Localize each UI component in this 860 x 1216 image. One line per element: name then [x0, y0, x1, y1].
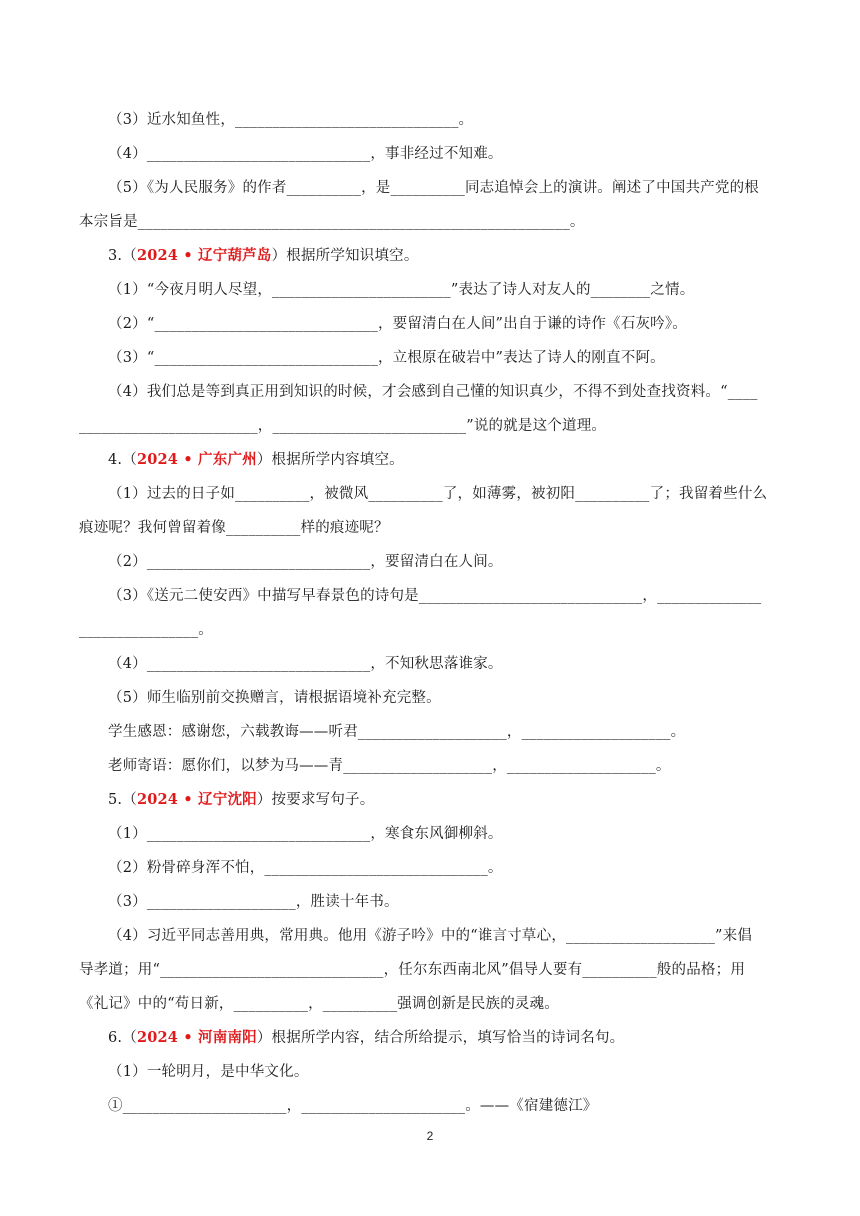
question-instruction: ）根据所学内容填空。 [256, 452, 404, 468]
question-5-heading [108, 790, 374, 810]
q3-item-3: （3）“______________________________，立根原在破岩中”表达了诗人的刚直不阿。 [108, 350, 665, 366]
question-6-heading [108, 1028, 624, 1048]
question-source: 2024 • 河南南阳 [136, 1029, 257, 1046]
question-instruction: ）根据所学内容，结合所给提示，填写恰当的诗词名句。 [256, 1030, 625, 1046]
q5-item-1: （1）______________________________，寒食东风御柳斜。 [108, 826, 503, 842]
question-instruction: ）按要求写句子。 [256, 792, 375, 808]
q6-subitem-1: ①______________________，______________________。——《宿建德江》 [108, 1098, 598, 1114]
page-number: 2 [426, 1129, 434, 1143]
question-instruction: ）根据所学知识填空。 [271, 248, 419, 264]
item-3-text: （3）近水知鱼性，______________________________。 [108, 112, 474, 128]
q5-item-4-continuation: 导孝道；用“______________________________，任尔东西南北风”倡导人要有__________般的品格；用 [79, 962, 746, 978]
q4-item-3-continuation: ________________。 [79, 622, 213, 638]
item-5-text: （5）《为人民服务》的作者__________，是__________同志追悼会上的演讲。阐述了中国共产党的根 [108, 180, 759, 196]
q4-item-5: （5）师生临别前交换赠言，请根据语境补充完整。 [108, 690, 441, 706]
question-source: 2024 • 广东广州 [136, 451, 257, 468]
q5-item-3: （3）____________________，胜读十年书。 [108, 894, 399, 910]
q3-item-4: （4）我们总是等到真正用到知识的时候，才会感到自己懂的知识真少，不得不到处查找资料。“____ [108, 384, 758, 400]
q4-student-thanks: 学生感恩：感谢您，六载教诲——听君____________________，____________________。 [108, 724, 686, 740]
q6-item-1: （1）一轮明月，是中华文化。 [108, 1064, 309, 1080]
item-5-continuation: 本宗旨是__________________________________________________________。 [79, 214, 585, 230]
q4-item-1: （1）过去的日子如__________，被微风__________了，如薄雾，被初阳__________了；我留着些什么 [108, 486, 768, 502]
question-source: 2024 • 辽宁沈阳 [136, 791, 257, 808]
question-number: 4.（ [108, 452, 137, 468]
q4-item-2: （2）______________________________，要留清白在人间。 [108, 554, 503, 570]
question-4-heading [108, 450, 404, 470]
question-3-heading [108, 246, 419, 266]
q4-teacher-message: 老师寄语：愿你们，以梦为马——青____________________，____________________。 [108, 758, 671, 774]
q5-item-4: （4）习近平同志善用典，常用典。他用《游子吟》中的“谁言寸草心，____________________”来倡 [108, 928, 753, 944]
q4-item-3: （3）《送元二使安西》中描写早春景色的诗句是______________________________，______________ [108, 588, 762, 604]
q5-item-4-continuation-2: 《礼记》中的“苟日新，__________，__________强调创新是民族的灵魂。 [79, 996, 560, 1012]
q4-item-4: （4）______________________________，不知秋思落谁家。 [108, 656, 503, 672]
q3-item-1: （1）“今夜月明人尽望，________________________”表达了诗人对友人的________之情。 [108, 282, 695, 298]
question-number: 3.（ [108, 248, 137, 264]
q3-item-4-continuation: ________________________，__________________________”说的就是这个道理。 [79, 418, 607, 434]
q3-item-2: （2）“______________________________，要留清白在人间”出自于谦的诗作《石灰吟》。 [108, 316, 687, 332]
question-source: 2024 • 辽宁葫芦岛 [136, 247, 272, 264]
q5-item-2: （2）粉骨碎身浑不怕，______________________________。 [108, 860, 503, 876]
q4-item-1-continuation: 痕迹呢？我何曾留着像__________样的痕迹呢？ [79, 520, 389, 536]
question-number: 5.（ [108, 792, 137, 808]
question-number: 6.（ [108, 1030, 137, 1046]
item-4-text: （4）______________________________，事非经过不知难。 [108, 146, 503, 162]
